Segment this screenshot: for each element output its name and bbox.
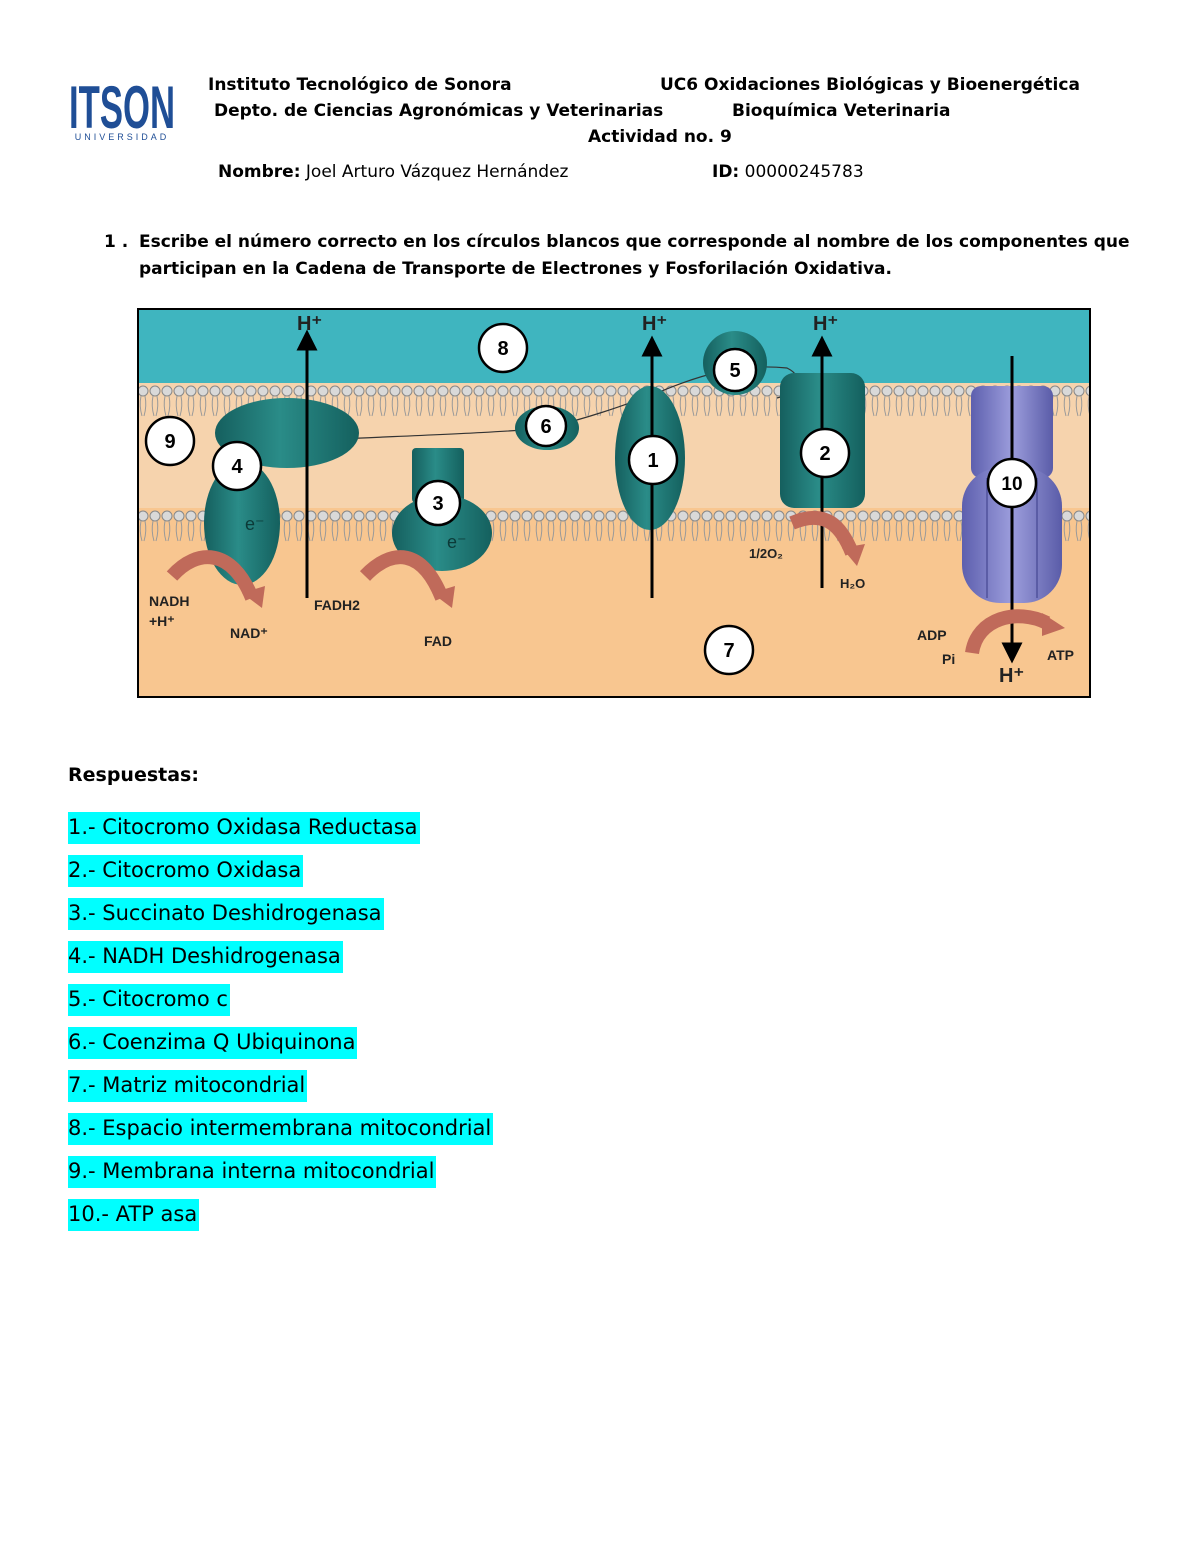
answer-2: 2.- Citocromo Oxidasa bbox=[68, 855, 303, 887]
svg-text:1: 1 bbox=[647, 450, 659, 472]
atp-label: ATP bbox=[1047, 647, 1074, 663]
answer-3: 3.- Succinato Deshidrogenasa bbox=[68, 898, 384, 930]
circle-5 bbox=[714, 349, 756, 391]
h-plus-label-2: H⁺ bbox=[642, 313, 667, 335]
id-label: ID: bbox=[712, 162, 740, 182]
circle-2 bbox=[801, 429, 849, 477]
h-plus-small-label: +H⁺ bbox=[149, 613, 175, 629]
h-plus-label-4: H⁺ bbox=[999, 665, 1024, 687]
name-value: Joel Arturo Vázquez Hernández bbox=[305, 162, 569, 182]
student-name-row bbox=[218, 162, 568, 182]
svg-text:4: 4 bbox=[231, 456, 243, 478]
circle-1 bbox=[629, 436, 677, 484]
circle-4 bbox=[213, 442, 261, 490]
student-id-row bbox=[712, 162, 864, 182]
course-name: Bioquímica Veterinaria bbox=[732, 101, 951, 121]
answers-title: Respuestas: bbox=[68, 764, 199, 786]
answer-7: 7.- Matriz mitocondrial bbox=[68, 1070, 307, 1102]
svg-text:9: 9 bbox=[164, 431, 176, 453]
e-minus-label: e⁻ bbox=[245, 514, 265, 534]
question-line-2: participan en la Cadena de Transporte de Electrones y Fosforilación Oxidativa. bbox=[139, 259, 892, 279]
answer-6: 6.- Coenzima Q Ubiquinona bbox=[68, 1027, 357, 1059]
answer-9: 9.- Membrana interna mitocondrial bbox=[68, 1156, 436, 1188]
h-plus-label-3: H⁺ bbox=[813, 313, 838, 335]
circle-9 bbox=[146, 417, 194, 465]
circle-6 bbox=[526, 406, 566, 446]
adp-label: ADP bbox=[917, 627, 947, 643]
fadh2-label: FADH2 bbox=[314, 597, 360, 613]
svg-text:10: 10 bbox=[1001, 474, 1023, 495]
answer-8: 8.- Espacio intermembrana mitocondrial bbox=[68, 1113, 493, 1145]
circle-10 bbox=[988, 459, 1036, 507]
e-minus-label-2: e⁻ bbox=[447, 532, 467, 552]
fad-label: FAD bbox=[424, 633, 452, 649]
answer-10: 10.- ATP asa bbox=[68, 1199, 199, 1231]
electron-transport-diagram bbox=[137, 308, 1091, 698]
half-o2-label: 1/2O₂ bbox=[749, 546, 783, 561]
svg-text:7: 7 bbox=[723, 640, 735, 662]
nad-label: NAD⁺ bbox=[230, 625, 268, 641]
logo-sub: UNIVERSIDAD bbox=[74, 132, 170, 142]
svg-text:3: 3 bbox=[432, 493, 444, 515]
circle-3 bbox=[416, 481, 460, 525]
question-number: 1 . bbox=[104, 232, 129, 252]
logo-text: ITSON bbox=[69, 74, 175, 141]
question-line-1: Escribe el número correcto en los círculos blancos que corresponde al nombre de los componentes que bbox=[139, 232, 1130, 252]
h-plus-label-1: H⁺ bbox=[297, 313, 322, 335]
name-label: Nombre: bbox=[218, 162, 301, 182]
svg-text:2: 2 bbox=[819, 443, 831, 465]
svg-text:5: 5 bbox=[729, 360, 741, 382]
department-name: Depto. de Ciencias Agronómicas y Veterinarias bbox=[214, 101, 664, 121]
answer-4: 4.- NADH Deshidrogenasa bbox=[68, 941, 343, 973]
unit-name: UC6 Oxidaciones Biológicas y Bioenergética bbox=[660, 75, 1080, 95]
svg-text:6: 6 bbox=[540, 416, 552, 438]
answer-1: 1.- Citocromo Oxidasa Reductasa bbox=[68, 812, 420, 844]
svg-text:8: 8 bbox=[497, 338, 509, 360]
circle-8 bbox=[479, 324, 527, 372]
answer-5: 5.- Citocromo c bbox=[68, 984, 230, 1016]
nadh-label: NADH bbox=[149, 593, 190, 609]
institute-name: Instituto Tecnológico de Sonora bbox=[208, 75, 512, 95]
itson-logo bbox=[68, 70, 176, 142]
pi-label: Pi bbox=[942, 651, 956, 667]
h2o-label: H₂O bbox=[840, 576, 866, 591]
circle-7 bbox=[705, 626, 753, 674]
activity-title: Actividad no. 9 bbox=[588, 127, 732, 147]
id-value: 00000245783 bbox=[744, 162, 864, 182]
